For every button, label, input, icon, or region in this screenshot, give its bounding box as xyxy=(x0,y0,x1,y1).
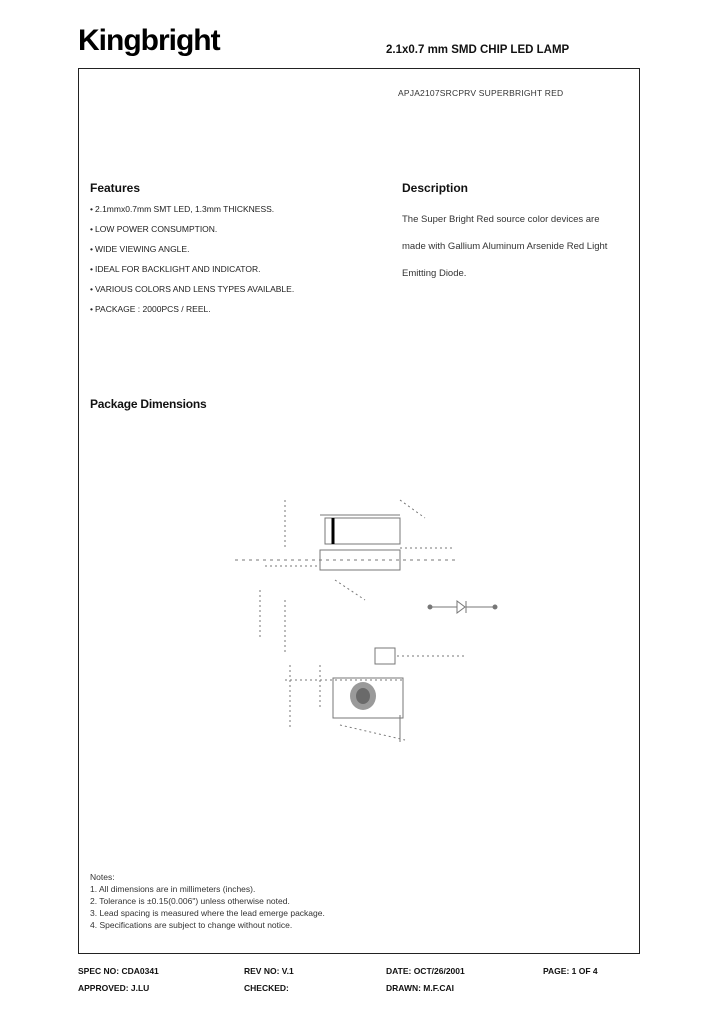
features-list xyxy=(90,203,294,323)
note-item: 4. Specifications are subject to change without notice. xyxy=(90,920,293,930)
package-dimensions-drawing xyxy=(225,480,505,750)
page-number: PAGE: 1 OF 4 xyxy=(543,966,598,976)
package-dimensions-heading: Package Dimensions xyxy=(90,397,207,411)
brand-logo: Kingbright xyxy=(78,24,220,57)
bullet-icon: • xyxy=(90,244,93,254)
notes xyxy=(90,871,325,931)
bullet-icon: • xyxy=(90,264,93,274)
spec-number: SPEC NO: CDA0341 xyxy=(78,966,159,976)
checked-by: CHECKED: xyxy=(244,983,289,993)
bullet-icon: • xyxy=(90,284,93,294)
feature-item: • PACKAGE : 2000PCS / REEL. xyxy=(90,304,211,314)
bullet-icon: • xyxy=(90,204,93,214)
feature-item: • 2.1mmx0.7mm SMT LED, 1.3mm THICKNESS. xyxy=(90,204,275,214)
note-item: 3. Lead spacing is measured where the lead emerge package. xyxy=(90,908,325,918)
notes-title: Notes: xyxy=(90,872,115,882)
feature-item: • IDEAL FOR BACKLIGHT AND INDICATOR. xyxy=(90,264,261,274)
feature-item: • VARIOUS COLORS AND LENS TYPES AVAILABLE. xyxy=(90,284,295,294)
document-date: DATE: OCT/26/2001 xyxy=(386,966,465,976)
feature-item: • LOW POWER CONSUMPTION. xyxy=(90,224,218,234)
part-number: APJA2107SRCPRV SUPERBRIGHT RED xyxy=(398,88,564,98)
description-text: The Super Bright Red source color devices are made with Gallium Aluminum Arsenide Red Light Emitting Diode. xyxy=(402,214,608,279)
drawn-by: DRAWN: M.F.CAI xyxy=(386,983,454,993)
note-item: 1. All dimensions are in millimeters (inches). xyxy=(90,884,256,894)
bullet-icon: • xyxy=(90,304,93,314)
approved-by: APPROVED: J.LU xyxy=(78,983,150,993)
feature-item: • WIDE VIEWING ANGLE. xyxy=(90,244,190,254)
note-item: 2. Tolerance is ±0.15(0.006") unless otherwise noted. xyxy=(90,896,290,906)
description-heading: Description xyxy=(402,181,469,195)
bullet-icon: • xyxy=(90,224,93,234)
revision-number: REV NO: V.1 xyxy=(244,966,294,976)
document-title: 2.1x0.7 mm SMD CHIP LED LAMP xyxy=(386,44,570,56)
features-heading: Features xyxy=(90,181,141,195)
